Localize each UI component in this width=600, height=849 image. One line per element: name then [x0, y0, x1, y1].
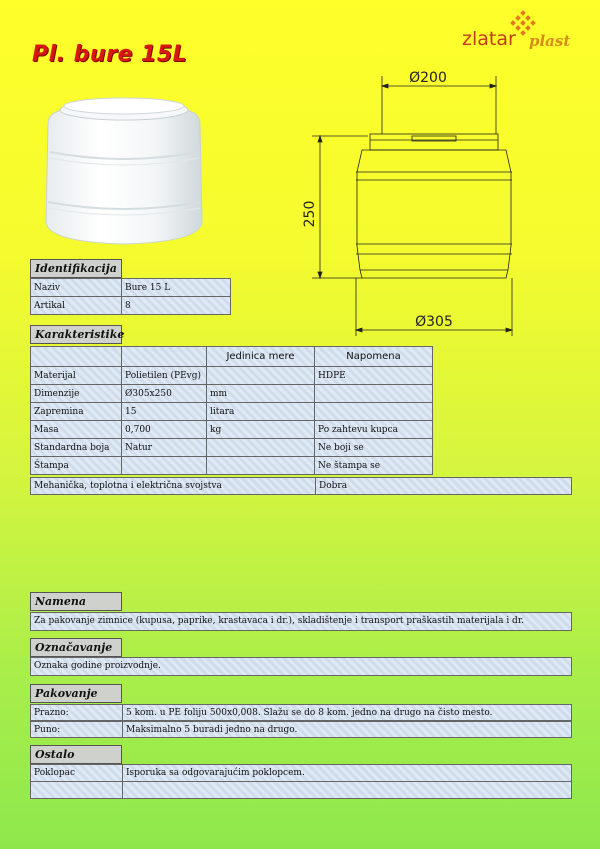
- identifikacija-value: Bure 15 L: [122, 279, 231, 297]
- page-title: Pl. bure 15L: [32, 42, 188, 67]
- row-label: Zapremina: [31, 403, 122, 421]
- section-heading-identifikacija: Identifikacija: [30, 259, 122, 278]
- ostalo-value: Isporuka sa odgovarajućim poklopcem.: [122, 764, 572, 782]
- row-label: Dimenzije: [31, 385, 122, 403]
- table-row: [31, 279, 231, 297]
- row-value: [122, 457, 207, 475]
- column-header-unit: Jedinica mere: [207, 347, 315, 367]
- ostalo-label: [30, 781, 123, 799]
- identifikacija-label: Naziv: [31, 279, 122, 297]
- row-value: Ø305x250: [122, 385, 207, 403]
- dim-bottom-label: Ø305: [415, 314, 453, 330]
- row-note: Ne boji se: [315, 439, 433, 457]
- identifikacija-label: Artikal: [31, 297, 122, 315]
- ostalo-value: [122, 781, 572, 799]
- row-label: Standardna boja: [31, 439, 122, 457]
- row-label: Materijal: [31, 367, 122, 385]
- row-value: Polietilen (PEvg): [122, 367, 207, 385]
- dim-top-label: Ø200: [409, 70, 447, 86]
- section-heading-namena: Namena: [30, 592, 122, 611]
- row-unit: kg: [207, 421, 315, 439]
- logo-word-plast: plast: [529, 32, 571, 50]
- row-unit: litara: [207, 403, 315, 421]
- row-label: Štampa: [31, 457, 122, 475]
- table-row: [31, 439, 433, 457]
- section-heading-karakteristike: Karakteristike: [30, 325, 122, 344]
- table-row: [31, 421, 433, 439]
- pakovanje-label: Prazno:: [30, 704, 123, 721]
- table-row: [31, 457, 433, 475]
- namena-text: Za pakovanje zimnice (kupusa, paprike, krastavaca i dr.), skladištenje i transport praškastih materijala i dr.: [30, 612, 572, 631]
- row-label: Masa: [31, 421, 122, 439]
- oznacavanje-text: Oznaka godine proizvodnje.: [30, 657, 572, 676]
- identifikacija-table: [30, 278, 231, 315]
- row-value: 15: [122, 403, 207, 421]
- row-note: Ne štampa se: [315, 457, 433, 475]
- row-unit: mm: [207, 385, 315, 403]
- table-row: [31, 297, 231, 315]
- logo-word-zlatar: zlatar: [462, 28, 516, 50]
- row-note: Po zahtevu kupca: [315, 421, 433, 439]
- table-row: [31, 367, 433, 385]
- barrel-technical-drawing: [292, 64, 532, 344]
- row-note: HDPE: [315, 367, 433, 385]
- row-note: [315, 385, 433, 403]
- pakovanje-label: Puno:: [30, 721, 123, 738]
- ostalo-label: Poklopac: [30, 764, 123, 782]
- row-unit: [207, 457, 315, 475]
- row-value: Natur: [122, 439, 207, 457]
- pakovanje-value: Maksimalno 5 buradi jedno na drugo.: [122, 721, 572, 738]
- row-unit: [207, 439, 315, 457]
- pakovanje-value: 5 kom. u PE foliju 500x0,008. Slažu se do 8 kom. jedno na drugo na čisto mesto.: [122, 704, 572, 721]
- row-note: [315, 403, 433, 421]
- identifikacija-value: 8: [122, 297, 231, 315]
- section-heading-oznacavanje: Označavanje: [30, 638, 122, 657]
- row-value: 0,700: [122, 421, 207, 439]
- company-logo: [462, 10, 580, 54]
- wide-row-note: Dobra: [315, 477, 572, 495]
- table-row: [31, 385, 433, 403]
- karakteristike-table: [30, 346, 433, 475]
- wide-row-label: Mehanička, toplotna i električna svojstva: [30, 477, 316, 495]
- section-heading-ostalo: Ostalo: [30, 745, 122, 764]
- dim-height-label: 250: [302, 200, 318, 228]
- row-unit: [207, 367, 315, 385]
- column-header-note: Napomena: [315, 347, 433, 367]
- section-heading-pakovanje: Pakovanje: [30, 684, 122, 703]
- barrel-photo: [44, 92, 204, 252]
- table-header-row: [31, 347, 433, 367]
- table-row: [31, 403, 433, 421]
